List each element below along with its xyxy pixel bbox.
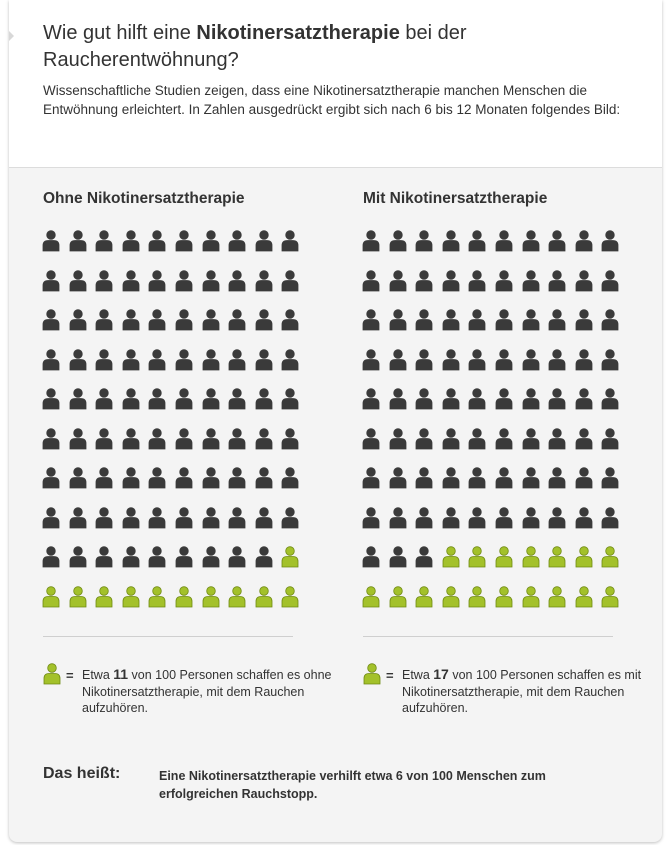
person-icon — [281, 270, 299, 292]
person-icon — [495, 270, 513, 292]
person-icon — [228, 546, 246, 568]
person-icon — [255, 507, 273, 529]
person-icon — [43, 663, 61, 685]
person-icon — [255, 428, 273, 450]
person-icon — [468, 467, 486, 489]
person-icon — [389, 309, 407, 331]
person-icon — [69, 270, 87, 292]
right-divider — [363, 636, 613, 637]
person-icon — [228, 428, 246, 450]
person-icon — [601, 428, 619, 450]
title-pre: Wie gut hilft eine — [43, 22, 197, 44]
person-icon — [601, 546, 619, 568]
person-icon — [362, 270, 380, 292]
person-icon — [255, 467, 273, 489]
person-icon — [601, 388, 619, 410]
person-icon — [548, 270, 566, 292]
person-icon — [202, 507, 220, 529]
right-column-title: Mit Nikotinersatztherapie — [363, 190, 548, 207]
person-icon — [95, 349, 113, 371]
person-icon — [148, 230, 166, 252]
right-legend-pre: Etwa — [402, 668, 434, 682]
person-icon — [228, 349, 246, 371]
person-icon — [228, 309, 246, 331]
person-icon — [575, 270, 593, 292]
left-column-title: Ohne Nikotinersatztherapie — [43, 190, 245, 207]
person-icon — [175, 309, 193, 331]
person-icon — [548, 349, 566, 371]
person-icon — [575, 309, 593, 331]
person-icon — [42, 467, 60, 489]
person-icon — [601, 467, 619, 489]
person-icon — [228, 507, 246, 529]
person-icon — [42, 270, 60, 292]
person-icon — [69, 467, 87, 489]
infographic-card — [9, 0, 662, 842]
person-icon — [575, 349, 593, 371]
person-icon — [95, 546, 113, 568]
person-icon — [202, 309, 220, 331]
person-icon — [202, 467, 220, 489]
person-icon — [415, 586, 433, 608]
person-icon — [522, 467, 540, 489]
person-icon — [281, 428, 299, 450]
person-icon — [95, 428, 113, 450]
person-icon — [415, 428, 433, 450]
person-icon — [468, 546, 486, 568]
person-icon — [389, 270, 407, 292]
person-icon — [601, 230, 619, 252]
person-icon — [522, 586, 540, 608]
person-icon — [548, 388, 566, 410]
person-icon — [362, 309, 380, 331]
intro-text: Wissenschaftliche Studien zeigen, dass eine Nikotinersatztherapie manchen Menschen die Entwöhnung erleichtert. In Zahlen ausgedrückt ergibt sich nach 6 bis 12 Monaten folgendes Bild: — [43, 83, 621, 117]
person-icon — [495, 507, 513, 529]
person-icon — [281, 467, 299, 489]
person-icon — [122, 507, 140, 529]
person-icon — [495, 309, 513, 331]
person-icon — [228, 467, 246, 489]
person-icon — [228, 270, 246, 292]
person-icon — [122, 586, 140, 608]
person-icon — [255, 309, 273, 331]
right-legend-equals: = — [386, 668, 394, 683]
person-icon — [548, 546, 566, 568]
person-icon — [148, 388, 166, 410]
header — [9, 0, 662, 168]
page-title — [43, 20, 643, 74]
person-icon — [468, 507, 486, 529]
person-icon — [415, 546, 433, 568]
person-icon — [281, 349, 299, 371]
person-icon — [442, 270, 460, 292]
person-icon — [389, 507, 407, 529]
person-icon — [281, 507, 299, 529]
person-icon — [69, 586, 87, 608]
person-icon — [228, 586, 246, 608]
person-icon — [95, 309, 113, 331]
person-icon — [468, 309, 486, 331]
person-icon — [202, 270, 220, 292]
person-icon — [175, 507, 193, 529]
title-bold: Nikotinersatztherapie — [196, 22, 400, 44]
person-icon — [148, 507, 166, 529]
person-icon — [175, 388, 193, 410]
person-icon — [69, 546, 87, 568]
person-icon — [255, 586, 273, 608]
person-icon — [442, 467, 460, 489]
person-icon — [495, 230, 513, 252]
person-icon — [575, 230, 593, 252]
person-icon — [442, 309, 460, 331]
person-icon — [575, 586, 593, 608]
person-icon — [202, 388, 220, 410]
person-icon — [442, 428, 460, 450]
person-icon — [548, 467, 566, 489]
person-icon — [42, 507, 60, 529]
person-icon — [548, 230, 566, 252]
person-icon — [495, 388, 513, 410]
person-icon — [122, 428, 140, 450]
person-icon — [548, 428, 566, 450]
person-icon — [415, 230, 433, 252]
person-icon — [442, 507, 460, 529]
person-icon — [362, 467, 380, 489]
person-icon — [362, 586, 380, 608]
header-arrow-marker — [9, 22, 14, 50]
person-icon — [575, 467, 593, 489]
person-icon — [42, 230, 60, 252]
person-icon — [95, 586, 113, 608]
person-icon — [175, 349, 193, 371]
person-icon — [148, 467, 166, 489]
person-icon — [69, 349, 87, 371]
title-post: bei der Raucherentwöhnung? — [43, 22, 467, 71]
person-icon — [522, 230, 540, 252]
person-icon — [601, 270, 619, 292]
person-icon — [442, 586, 460, 608]
person-icon — [548, 309, 566, 331]
person-icon — [442, 388, 460, 410]
person-icon — [255, 270, 273, 292]
person-icon — [601, 309, 619, 331]
person-icon — [42, 309, 60, 331]
person-icon — [389, 428, 407, 450]
right-legend-text — [402, 666, 652, 717]
person-icon — [42, 586, 60, 608]
person-icon — [95, 507, 113, 529]
person-icon — [363, 663, 381, 685]
person-icon — [202, 428, 220, 450]
left-legend-number: 11 — [113, 666, 129, 682]
person-icon — [255, 349, 273, 371]
person-icon — [148, 270, 166, 292]
person-icon — [442, 349, 460, 371]
left-legend-equals: = — [66, 668, 74, 683]
person-icon — [281, 546, 299, 568]
person-icon — [122, 309, 140, 331]
person-icon — [548, 507, 566, 529]
person-icon — [495, 586, 513, 608]
person-icon — [148, 309, 166, 331]
person-icon — [495, 349, 513, 371]
right-legend-number: 17 — [433, 666, 449, 682]
person-icon — [69, 230, 87, 252]
person-icon — [548, 586, 566, 608]
conclusion-label: Das heißt: — [43, 765, 121, 782]
person-icon — [468, 230, 486, 252]
person-icon — [495, 546, 513, 568]
person-icon — [415, 349, 433, 371]
person-icon — [468, 349, 486, 371]
person-icon — [228, 388, 246, 410]
left-legend-text — [82, 666, 332, 717]
person-icon — [148, 349, 166, 371]
person-icon — [601, 349, 619, 371]
person-icon — [202, 546, 220, 568]
person-icon — [148, 546, 166, 568]
person-icon — [362, 428, 380, 450]
person-icon — [468, 428, 486, 450]
person-icon — [389, 388, 407, 410]
left-legend-post: von 100 Personen schaffen es ohne Nikotinersatztherapie, mit dem Rauchen aufzuhören. — [82, 668, 332, 715]
person-icon — [69, 507, 87, 529]
person-icon — [389, 349, 407, 371]
person-icon — [415, 309, 433, 331]
person-icon — [95, 467, 113, 489]
person-icon — [42, 388, 60, 410]
person-icon — [122, 467, 140, 489]
right-person-grid — [362, 230, 632, 612]
person-icon — [522, 428, 540, 450]
person-icon — [575, 546, 593, 568]
person-icon — [362, 349, 380, 371]
person-icon — [281, 309, 299, 331]
person-icon — [442, 230, 460, 252]
person-icon — [575, 507, 593, 529]
person-icon — [175, 467, 193, 489]
person-icon — [362, 546, 380, 568]
person-icon — [389, 546, 407, 568]
person-icon — [389, 586, 407, 608]
person-icon — [175, 428, 193, 450]
person-icon — [175, 230, 193, 252]
right-legend-post: von 100 Personen schaffen es mit Nikotinersatztherapie, mit dem Rauchen aufzuhören. — [402, 668, 642, 715]
person-icon — [202, 349, 220, 371]
person-icon — [601, 507, 619, 529]
person-icon — [122, 388, 140, 410]
person-icon — [255, 388, 273, 410]
person-icon — [415, 467, 433, 489]
left-divider — [43, 636, 293, 637]
person-icon — [362, 230, 380, 252]
person-icon — [522, 388, 540, 410]
person-icon — [202, 230, 220, 252]
person-icon — [601, 586, 619, 608]
left-person-grid — [42, 230, 312, 612]
person-icon — [95, 230, 113, 252]
person-icon — [122, 230, 140, 252]
person-icon — [281, 388, 299, 410]
person-icon — [495, 467, 513, 489]
person-icon — [522, 546, 540, 568]
person-icon — [468, 586, 486, 608]
person-icon — [522, 349, 540, 371]
person-icon — [148, 428, 166, 450]
person-icon — [468, 388, 486, 410]
person-icon — [415, 388, 433, 410]
person-icon — [362, 507, 380, 529]
person-icon — [415, 270, 433, 292]
person-icon — [522, 270, 540, 292]
person-icon — [522, 507, 540, 529]
person-icon — [122, 349, 140, 371]
person-icon — [202, 586, 220, 608]
person-icon — [69, 309, 87, 331]
person-icon — [122, 546, 140, 568]
person-icon — [495, 428, 513, 450]
person-icon — [175, 546, 193, 568]
person-icon — [281, 586, 299, 608]
person-icon — [575, 388, 593, 410]
person-icon — [148, 586, 166, 608]
person-icon — [42, 349, 60, 371]
person-icon — [442, 546, 460, 568]
person-icon — [362, 388, 380, 410]
person-icon — [255, 230, 273, 252]
person-icon — [281, 230, 299, 252]
left-legend-pre: Etwa — [82, 668, 114, 682]
person-icon — [122, 270, 140, 292]
person-icon — [228, 230, 246, 252]
person-icon — [389, 467, 407, 489]
person-icon — [522, 309, 540, 331]
person-icon — [95, 388, 113, 410]
person-icon — [95, 270, 113, 292]
person-icon — [175, 270, 193, 292]
person-icon — [69, 388, 87, 410]
person-icon — [389, 230, 407, 252]
person-icon — [42, 428, 60, 450]
person-icon — [255, 546, 273, 568]
person-icon — [415, 507, 433, 529]
person-icon — [69, 428, 87, 450]
person-icon — [42, 546, 60, 568]
conclusion-text: Eine Nikotinersatztherapie verhilft etwa 6 von 100 Menschen zum erfolgreichen Rauchstopp. — [159, 769, 546, 801]
person-icon — [175, 586, 193, 608]
person-icon — [468, 270, 486, 292]
person-icon — [575, 428, 593, 450]
